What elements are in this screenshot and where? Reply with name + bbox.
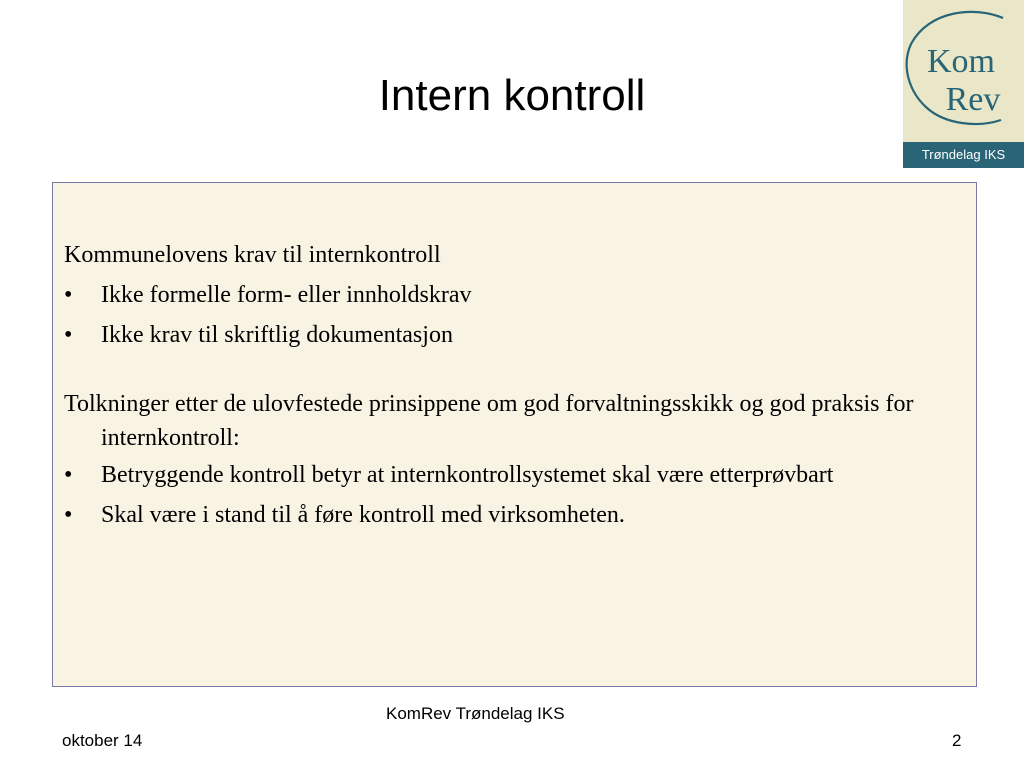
content-box: [52, 182, 977, 687]
bullet-text: Betryggende kontroll betyr at internkontrollsystemet skal være etterprøvbart: [101, 462, 834, 488]
bullet-icon: •: [64, 282, 73, 308]
list-item: [64, 275, 969, 315]
content-heading-2: Tolkninger etter de ulovfestede prinsippene om god forvaltningsskikk og god praksis for internkontroll:: [64, 391, 914, 451]
footer-organization: KomRev Trøndelag IKS: [386, 704, 565, 723]
slide-title: Intern kontroll: [378, 71, 646, 120]
footer-date: oktober 14: [62, 731, 143, 750]
content-text: [64, 235, 969, 535]
bullet-icon: •: [64, 502, 73, 528]
komrev-logo: [903, 0, 1024, 168]
bullet-text: Ikke formelle form- eller innholdskrav: [101, 282, 472, 308]
logo-band: Trøndelag IKS: [903, 142, 1024, 168]
footer-page-number: 2: [952, 731, 962, 750]
bullet-icon: •: [64, 322, 73, 348]
bullet-text: Ikke krav til skriftlig dokumentasjon: [101, 322, 453, 348]
list-item: [64, 455, 969, 495]
logo-word-rev: Rev: [945, 81, 1001, 118]
list-item: [64, 315, 969, 355]
list-item: [64, 495, 969, 535]
logo-word-kom: Kom: [927, 43, 995, 80]
spacer: [64, 355, 969, 387]
bullet-icon: •: [64, 462, 73, 488]
bullet-text: Skal være i stand til å føre kontroll med virksomheten.: [101, 502, 625, 528]
content-heading-1: Kommunelovens krav til internkontroll: [64, 242, 441, 268]
